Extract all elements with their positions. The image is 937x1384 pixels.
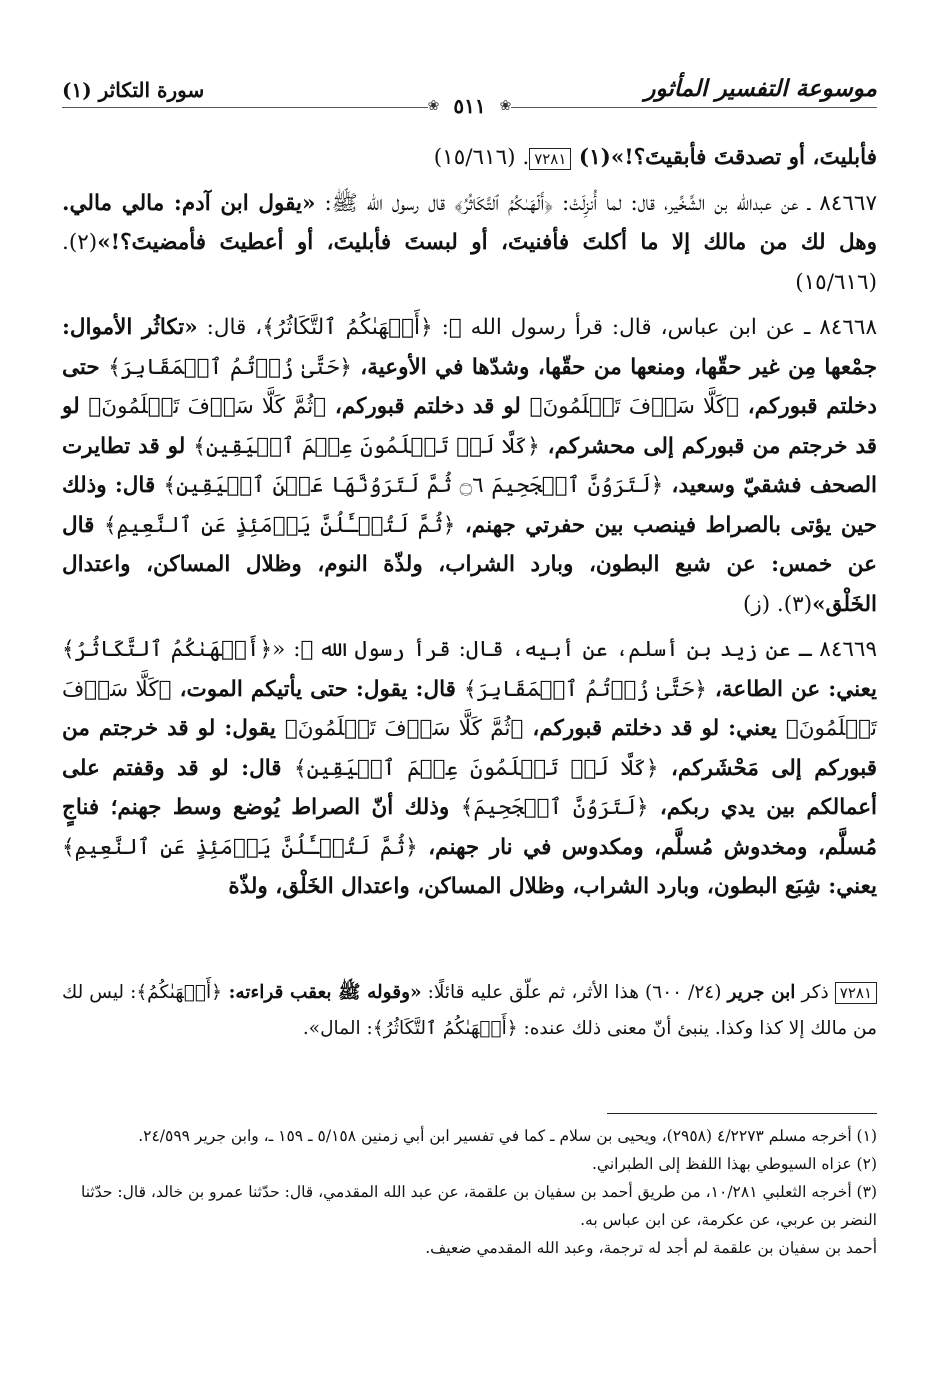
hadith-bold: يقول: لو قد خرجتم من قبوركم إلى مَحْشَركم، [62,716,878,781]
hadith-bold: يعني: عن الطاعة، [706,676,877,702]
quran-verse: ﴿أَلۡهَىٰكُمُ ٱلتَّكَاثُرُ﴾ [372,1018,518,1039]
hadith-number: ٨٤٦٦٨ [819,315,877,340]
hadith-bold: لو قد تطايرت الصحف فشقيّ وسعيد، [62,433,878,498]
page-number-row [62,92,877,120]
hadith-bold: لو قد دخلتم قبوركم، [326,394,530,419]
quran-verse: ﴿كَلَّا لَوۡ تَعۡلَمُونَ عِلۡمَ ٱلۡيَقِينِ﴾ [193,433,540,459]
quran-verse: ﴿أَلۡهَىٰكُمُ ٱلتَّكَاثُرُ﴾ [454,190,554,216]
quran-verse: ﴿ثُمَّ لَتُسۡـَٔلُنَّ يَوۡمَئِذٍ عَنِ ٱلنَّعِيمِ﴾ [103,512,456,538]
surah-title: سورة التكاثر (١) [62,78,205,102]
ornament-left-icon: ❀ [427,98,440,114]
note-text: (٢٤/ ٦٠٠) هذا الأثر، ثم علّق عليه قائلًا: [421,982,728,1003]
hadith-bold: قال: يقول: حتى يأتيكم الموت، [171,676,465,702]
editorial-note [62,975,877,1047]
quran-verse: «﴿أَلۡهَىٰكُمُ ٱلتَّكَاثُرُ﴾ [62,637,286,662]
note-text: ذكر [795,982,835,1003]
hadith-bold: قال: وذلك حين يؤتى بالصراط فينصب بين حفرتي جهنم، [62,473,878,538]
note-number-box: ٧٢٨١ [835,982,877,1004]
footnote-separator [607,1113,877,1114]
hadith-text: ـ عن ابن عباس، قال: قرأ رسول الله ﷺ: [432,315,820,340]
hadith-number: ٨٤٦٦٧ [819,190,877,216]
quran-verse: ﴿ثُمَّ كَلَّا سَوۡفَ تَعۡلَمُونَ﴾ [284,716,524,741]
hadith-bold: يعني: لو قد دخلتم قبوركم، [523,716,786,741]
hadith-bold: حتى دخلتم قبوركم، [62,354,877,419]
hadith-bold: قال: لو قد وقفتم على أعمالكم بين يدي ربكم، [62,755,877,820]
header-rule-left [62,107,428,108]
ornament-right-icon: ❀ [499,98,512,114]
note-quote: «وقوله ﷺ بعقب قراءته: [222,982,422,1003]
hadith-text: ، قال: [197,315,263,340]
hadith-84669 [62,630,877,907]
hadith-bold: لو قد خرجتم من قبوركم إلى محشركم، [62,394,878,459]
hadith-bold: «يقول ابن آدم: مالي مالي. وهل لك من مالك إلا ما أكلتَ فأفنيتَ، أو لبستَ فأبليتَ، أو أعطيتَ فأمضيتَ؟!» [62,190,877,255]
note-text: : ليس لك من مالك إلا كذا وكذا. ينبئ أنّ معنى ذلك عنده: [62,982,877,1039]
quran-verse: ﴿كَلَّا سَوۡفَ تَعۡلَمُونَ﴾ [529,394,739,419]
hadith-text: ـ عن زيد بن أسلم، عن أبيه، قال: قرأ رسول الله ﷺ: [285,637,820,662]
page-number: ٥١١ [439,94,499,118]
hadith-text: ـ عن عبدالله بن الشِّخِّير، قال: لما أُنزِلَتْ: [553,190,820,216]
quran-verse: ﴿كَلَّا لَوۡ تَعۡلَمُونَ عِلۡمَ ٱلۡيَقِينِ﴾ [294,755,659,781]
main-text [62,138,877,913]
footnotes [62,1122,877,1262]
note-ref-box: ٧٢٨١ [529,148,571,170]
quran-verse: ﴿ثُمَّ لَتُسۡـَٔلُنَّ يَوۡمَئِذٍ عَنِ ٱلنَّعِيمِ﴾ [62,834,418,860]
footnote-3-continued: أحمد بن سفيان بن علقمة لم أجد له ترجمة، وعبد الله المقدمي ضعيف. [425,1239,877,1257]
quran-verse: ﴿ثُمَّ كَلَّا سَوۡفَ تَعۡلَمُونَ﴾ [88,394,327,419]
hadith-ref: (٢). (١٥/٦١٦) [62,230,877,295]
footnote-2: (٢) عزاه السيوطي بهذا اللفظ إلى الطبراني. [591,1155,877,1173]
hadith-bold: وذلك أنّ الصراط يُوضع وسط جهنم؛ فناجٍ مُسلَّم، ومخدوش مُسلَّم، ومكدوس في نار جهنم، [62,795,877,860]
hadith-84668 [62,308,877,624]
para-continuation [62,138,877,178]
hadith-ref: (٣). (ز) [742,591,813,617]
hadith-number: ٨٤٦٦٩ [819,637,878,662]
footnote-1: (١) أخرجه مسلم ٤/٢٢٧٣ (٢٩٥٨)، ويحيى بن سلام ـ كما في تفسير ابن أبي زمنين ٥/١٥٨ ـ ١٥٩ ـ، وابن جرير ٢٤/٥٩٩. [138,1127,877,1145]
continuation-ref: . (١٥/٦١٦) [433,145,530,170]
continuation-text: فأبليتَ، أو تصدقتَ فأبقيتَ؟!»(١) [571,145,877,170]
hadith-text: قال رسول الله ﷺ: [315,190,455,216]
quran-verse: ﴿حَتَّىٰ زُرۡتُمُ ٱلۡمَقَابِرَ﴾ [464,676,707,702]
quran-verse: ﴿حَتَّىٰ زُرۡتُمُ ٱلۡمَقَابِرَ﴾ [108,354,352,380]
book-title: موسوعة التفسير المأثور [644,75,877,102]
hadith-bold: قال عن خمس: عن شبع البطون، وبارد الشراب، ولذّة النوم، وظلال المساكن، واعتدال الخَلْق» [62,512,877,617]
footnote-3: (٣) أخرجه الثعلبي ١٠/٢٨١، من طريق أحمد بن سفيان بن علقمة، عن عبد الله المقدمي، قال: حدّثنا عمرو بن خالد، قال: حدّثنا النضر بن عربي، عن عكرمة، عن ابن عباس به. [81,1183,877,1229]
hadith-bold: يعني: شِبَع البطون، وبارد الشراب، وظلال المساكن، واعتدال الخَلْق، ولذّة [228,874,877,899]
note-author: ابن جرير [727,982,796,1003]
quran-verse: ﴿كَلَّا سَوۡفَ تَعۡلَمُونَ﴾ [62,676,877,741]
quran-verse: ﴿أَلۡهَىٰكُمُ ٱلتَّكَاثُرُ﴾ [262,315,433,340]
quran-verse: ﴿لَتَرَوُنَّ ٱلۡجَحِيمَ ۝٦ ثُمَّ لَتَرَوُنَّهَا عَيۡنَ ٱلۡيَقِينِ﴾ [163,473,664,498]
hadith-84667 [62,184,877,303]
note-text: : المال». [302,1018,373,1039]
header-rule-right [511,107,877,108]
quran-verse: ﴿لَتَرَوُنَّ ٱلۡجَحِيمَ﴾ [460,795,649,820]
quran-verse: ﴿أَلۡهَىٰكُمُ﴾ [136,982,223,1003]
hadith-bold: «تكاثُر الأموال: جمْعها مِن غير حقّها، ومنعها من حقّها، وشدّها في الأوعية، [62,315,877,380]
